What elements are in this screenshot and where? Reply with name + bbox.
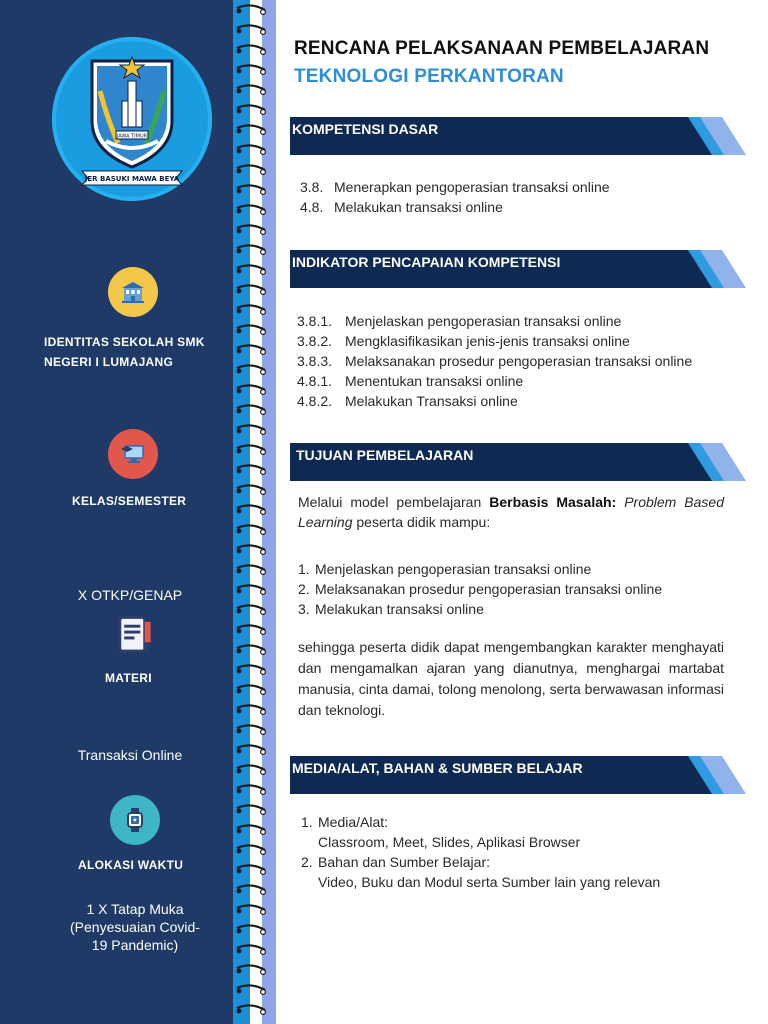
binding-ring — [237, 845, 266, 854]
binding-ring — [237, 205, 266, 214]
binding-ring — [237, 945, 266, 954]
media-heading: MEDIA/ALAT, BAHAN & SUMBER BELAJAR — [292, 760, 583, 776]
material-value: Transaksi Online — [77, 747, 183, 763]
binding-ring — [237, 125, 266, 134]
list-item: 4.8.2. Melakukan Transaksi online — [297, 393, 518, 409]
binding-ring — [237, 925, 266, 934]
binding-ring — [237, 465, 266, 474]
binding-ring — [237, 545, 266, 554]
binding-ring — [237, 565, 266, 574]
binding-ring — [237, 825, 266, 834]
goals-heading: TUJUAN PEMBELAJARAN — [296, 447, 474, 463]
binding-ring — [237, 385, 266, 394]
school-logo — [52, 37, 212, 201]
ipk-heading: INDIKATOR PENCAPAIAN KOMPETENSI — [292, 254, 561, 270]
smartwatch-icon — [110, 795, 160, 845]
binding-ring — [237, 165, 266, 174]
list-item: 1. Media/Alat: — [301, 814, 389, 830]
binding-ring — [237, 25, 266, 34]
binding-ring — [237, 285, 266, 294]
section-banner-goals — [290, 443, 746, 481]
list-item: 2. Bahan dan Sumber Belajar: — [301, 854, 490, 870]
identity-label: IDENTITAS SEKOLAH SMK NEGERI I LUMAJANG — [44, 335, 205, 369]
binding-ring — [237, 985, 266, 994]
binding-ring — [237, 705, 266, 714]
binding-ring — [237, 485, 266, 494]
binding-ring — [237, 685, 266, 694]
east-java-emblem-icon — [84, 51, 180, 171]
binding-ring — [237, 225, 266, 234]
section-banner-ipk — [290, 250, 746, 288]
kd-list — [300, 177, 610, 217]
binding-ring — [237, 405, 266, 414]
binding-ring — [237, 325, 266, 334]
list-item: 4.8. Melakukan transaksi online — [300, 199, 503, 215]
binding-ring — [237, 625, 266, 634]
binding-ring — [237, 265, 266, 274]
binding-ring — [237, 885, 266, 894]
list-item: 3.8.2. Mengklasifikasikan jenis-jenis transaksi online — [297, 333, 630, 349]
media-list — [301, 812, 660, 892]
time-allocation-label: ALOKASI WAKTU — [78, 858, 184, 872]
material-label: MATERI — [105, 671, 152, 685]
binding-ring — [237, 45, 266, 54]
list-item-detail: Video, Buku dan Modul serta Sumber lain yang relevan — [318, 874, 661, 890]
binding-ring — [237, 785, 266, 794]
school-building-icon — [108, 267, 158, 317]
classroom-monitor-icon — [108, 429, 158, 479]
binding-ring — [237, 725, 266, 734]
binding-ring — [237, 425, 266, 434]
binding-ring — [237, 745, 266, 754]
binding-ring — [237, 245, 266, 254]
list-item: 4.8.1. Menentukan transaksi online — [297, 373, 524, 389]
goals-intro: Melalui model pembelajaran Berbasis Masalah: Problem Based Learning peserta didik mampu: — [298, 494, 725, 530]
page-title: RENCANA PELAKSANAAN PEMBELAJARAN — [294, 38, 710, 59]
binding-ring — [237, 185, 266, 194]
list-item: 3.8.1. Menjelaskan pengoperasian transaksi online — [297, 313, 622, 329]
list-item: 1. Menjelaskan pengoperasian transaksi online — [298, 561, 592, 577]
goals-list — [298, 559, 662, 619]
binding-ring — [237, 105, 266, 114]
binding-ring — [237, 345, 266, 354]
list-item: 3.8. Menerapkan pengoperasian transaksi online — [300, 179, 610, 195]
book-icon — [108, 610, 158, 660]
binding-ring — [237, 365, 266, 374]
binding-ring — [237, 305, 266, 314]
motto-ribbon — [80, 169, 184, 187]
binding-ring — [237, 865, 266, 874]
binding-ring — [237, 505, 266, 514]
section-banner-kd — [290, 117, 746, 155]
class-semester-value: X OTKP/GENAP — [77, 587, 183, 603]
binding-ring — [237, 445, 266, 454]
list-item: 3.8.3. Melaksanakan prosedur pengoperasian transaksi online — [297, 353, 693, 369]
binding-ring — [237, 65, 266, 74]
ipk-list — [297, 311, 692, 411]
binding-ring — [237, 1005, 266, 1014]
binding-ring — [237, 525, 266, 534]
binding-ring — [237, 145, 266, 154]
binding-ring — [237, 805, 266, 814]
motto-text: JER BASUKI MAWA BEYA — [84, 175, 180, 183]
section-banner-media — [290, 756, 746, 794]
list-item: 2. Melaksanakan prosedur pengoperasian transaksi online — [298, 581, 663, 597]
goals-closing: sehingga peserta didik dapat mengembangkan karakter menghayati dan mengamalkan ajaran yang dianutnya, menghargai martabat manusia, cinta damai, tolong menolong, serta berwawasan informasi dan teknologi. — [298, 639, 724, 718]
list-item: 3. Melakukan transaksi online — [298, 601, 484, 617]
sidebar — [0, 0, 233, 1024]
binding-ring — [237, 765, 266, 774]
binding-ring — [237, 5, 266, 14]
binding-ring — [237, 605, 266, 614]
binding-ring — [237, 585, 266, 594]
list-item-detail: Classroom, Meet, Slides, Aplikasi Browser — [318, 834, 581, 850]
binding-ring — [237, 645, 266, 654]
spiral-binding — [233, 0, 273, 1024]
class-semester-label: KELAS/SEMESTER — [72, 494, 187, 508]
kd-heading: KOMPETENSI DASAR — [292, 121, 439, 137]
binding-ring — [237, 905, 266, 914]
time-allocation-value: 1 X Tatap Muka (Penyesuaian Covid- 19 Pandemic) — [70, 901, 200, 953]
binding-ring — [237, 965, 266, 974]
binding-ring — [237, 85, 266, 94]
page-subtitle: TEKNOLOGI PERKANTORAN — [294, 66, 564, 87]
binding-ring — [237, 665, 266, 674]
emblem-banner-text: JAWA TIMUR — [116, 133, 148, 140]
